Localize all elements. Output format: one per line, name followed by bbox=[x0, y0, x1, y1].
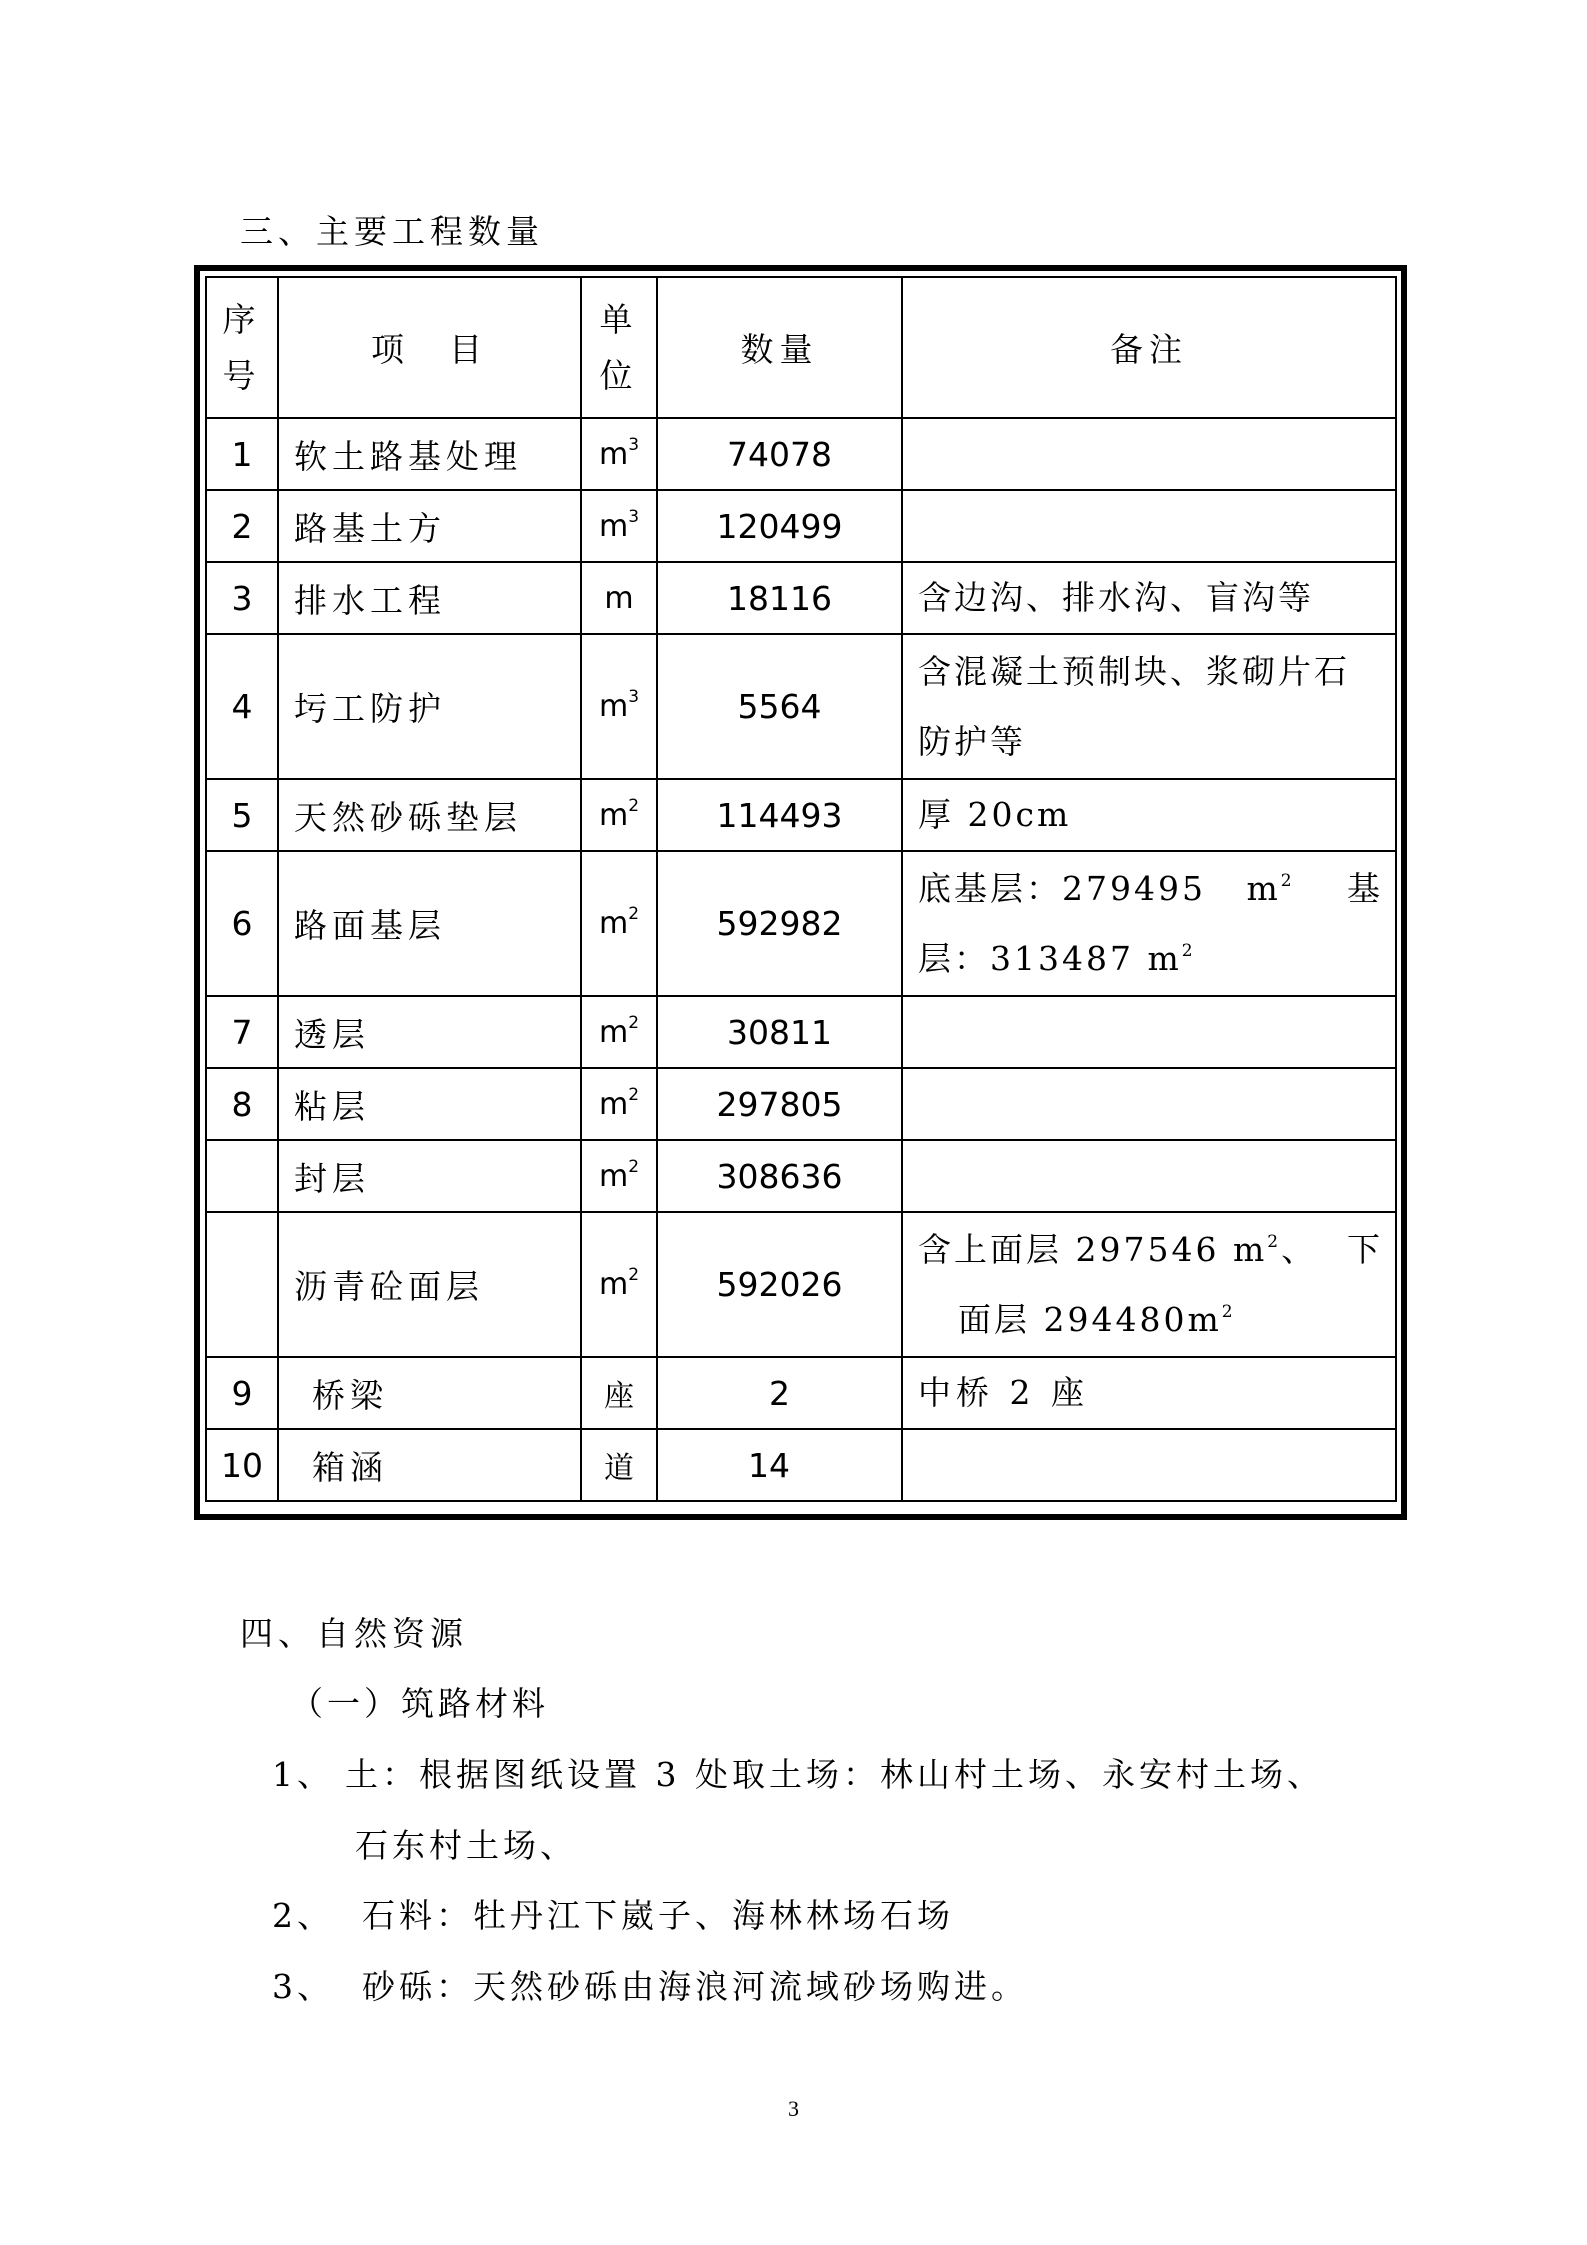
header-note: 备注 bbox=[902, 277, 1396, 418]
row-no: 5 bbox=[206, 779, 278, 851]
table-row bbox=[206, 562, 1396, 634]
list-item-num: 2、 bbox=[272, 1896, 334, 1935]
row-item: 圬工防护 bbox=[278, 634, 581, 779]
row-item: 软土路基处理 bbox=[278, 418, 581, 490]
row-note bbox=[902, 418, 1396, 490]
list-item-num: 3、 bbox=[272, 1967, 334, 2006]
table-row bbox=[206, 851, 1396, 996]
row-unit: $m^2$ bbox=[581, 1140, 657, 1212]
row-qty: 114493 bbox=[657, 779, 902, 851]
row-no: 9 bbox=[206, 1357, 278, 1429]
row-note: 含边沟、排水沟、盲沟等 bbox=[902, 562, 1396, 634]
row-unit: $m^2$ bbox=[581, 1212, 657, 1357]
row-unit: $m^2$ bbox=[581, 996, 657, 1068]
list-item-text: 砂砾：天然砂砾由海浪河流域砂场购进。 bbox=[362, 1967, 1028, 2006]
table-row bbox=[206, 634, 1396, 779]
row-item: 透层 bbox=[278, 996, 581, 1068]
row-unit: m bbox=[581, 562, 657, 634]
row-no: 8 bbox=[206, 1068, 278, 1140]
header-unit: 单 位 bbox=[581, 277, 657, 418]
header-qty: 数量 bbox=[657, 277, 902, 418]
row-note bbox=[902, 996, 1396, 1068]
row-no: 3 bbox=[206, 562, 278, 634]
row-qty: 14 bbox=[657, 1429, 902, 1501]
header-no: 序 号 bbox=[206, 277, 278, 418]
row-item: 箱涵 bbox=[278, 1429, 581, 1501]
row-item: 沥青砼面层 bbox=[278, 1212, 581, 1357]
quantities-table bbox=[205, 276, 1397, 1502]
row-note bbox=[902, 1068, 1396, 1140]
row-qty: 2 bbox=[657, 1357, 902, 1429]
row-no: 7 bbox=[206, 996, 278, 1068]
list-item-text: 土：根据图纸设置 3 处取土场：林山村土场、永安村土场、 bbox=[345, 1755, 1324, 1794]
row-unit: 道 bbox=[581, 1429, 657, 1501]
table-row bbox=[206, 1140, 1396, 1212]
row-item: 封层 bbox=[278, 1140, 581, 1212]
row-qty: 592982 bbox=[657, 851, 902, 996]
row-note bbox=[902, 1140, 1396, 1212]
table-row bbox=[206, 1357, 1396, 1429]
list-item-num: 1、 bbox=[272, 1755, 334, 1794]
row-qty: 120499 bbox=[657, 490, 902, 562]
section-title-main-quantities: 三、主要工程数量 bbox=[240, 212, 544, 251]
list-item-cont: 石东村土场、 bbox=[355, 1826, 577, 1865]
section-title-natural-resources: 四、自然资源 bbox=[240, 1614, 468, 1653]
row-unit: $m^2$ bbox=[581, 851, 657, 996]
row-qty: 74078 bbox=[657, 418, 902, 490]
row-note: 中桥 2 座 bbox=[902, 1357, 1396, 1429]
table-row bbox=[206, 1429, 1396, 1501]
row-item: 路基土方 bbox=[278, 490, 581, 562]
row-note: 厚 20cm bbox=[902, 779, 1396, 851]
row-note: 含上面层 297546 $m^2$、 下 面层 $294480m^2$ bbox=[902, 1212, 1396, 1357]
row-no: 10 bbox=[206, 1429, 278, 1501]
subsection-title-road-materials: （一）筑路材料 bbox=[290, 1684, 549, 1723]
page-number: 3 bbox=[788, 2096, 799, 2121]
row-qty: 5564 bbox=[657, 634, 902, 779]
table-row bbox=[206, 1068, 1396, 1140]
row-no: 2 bbox=[206, 490, 278, 562]
row-no bbox=[206, 1212, 278, 1357]
row-unit: $m^3$ bbox=[581, 634, 657, 779]
row-note bbox=[902, 1429, 1396, 1501]
row-item: 天然砂砾垫层 bbox=[278, 779, 581, 851]
row-note bbox=[902, 490, 1396, 562]
row-item: 路面基层 bbox=[278, 851, 581, 996]
table-row bbox=[206, 779, 1396, 851]
row-no bbox=[206, 1140, 278, 1212]
row-qty: 18116 bbox=[657, 562, 902, 634]
row-unit: $m^2$ bbox=[581, 1068, 657, 1140]
row-unit: $m^2$ bbox=[581, 779, 657, 851]
row-note: 底基层：279495 $m^2$ 基 层：313487 $m^2$ bbox=[902, 851, 1396, 996]
table-row bbox=[206, 490, 1396, 562]
row-qty: 30811 bbox=[657, 996, 902, 1068]
row-qty: 308636 bbox=[657, 1140, 902, 1212]
row-unit: 座 bbox=[581, 1357, 657, 1429]
row-item: 桥梁 bbox=[278, 1357, 581, 1429]
table-header-row bbox=[206, 277, 1396, 418]
row-qty: 592026 bbox=[657, 1212, 902, 1357]
table-row bbox=[206, 1212, 1396, 1357]
header-item: 项 目 bbox=[278, 277, 581, 418]
table-row bbox=[206, 996, 1396, 1068]
row-no: 4 bbox=[206, 634, 278, 779]
row-qty: 297805 bbox=[657, 1068, 902, 1140]
row-no: 6 bbox=[206, 851, 278, 996]
row-note: 含混凝土预制块、浆砌片石防护等 bbox=[902, 634, 1396, 779]
row-no: 1 bbox=[206, 418, 278, 490]
list-item-text: 石料：牡丹江下崴子、海林林场石场 bbox=[362, 1896, 954, 1935]
row-unit: $m^3$ bbox=[581, 490, 657, 562]
table-row bbox=[206, 418, 1396, 490]
row-item: 粘层 bbox=[278, 1068, 581, 1140]
row-unit: $m^3$ bbox=[581, 418, 657, 490]
row-item: 排水工程 bbox=[278, 562, 581, 634]
